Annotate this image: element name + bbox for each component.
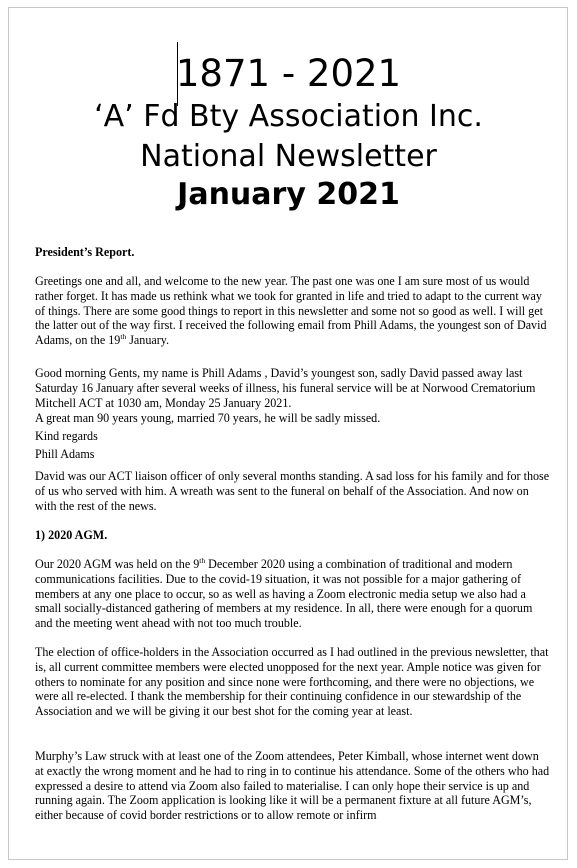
paragraph: Murphy’s Law struck with at least one of the Zoom attendees, Peter Kimball, whose internet went down at exactly the wrong moment and he had to ring in to continue his attendance. Some of the others who had expressed a desire to attend via Zoom also failed to materialise. I can only hope their service is up and running again. The Zoom application is looking like it will be a permanent fixture at all future AGM’s, either because of covid border restrictions or to allow remote or infirm [35, 749, 550, 823]
presidents-report-para-3 [35, 469, 550, 513]
newsletter-date: January 2021 [177, 177, 400, 212]
newsletter-years: 1871 - 2021 [175, 52, 402, 95]
agm-para-3 [35, 749, 550, 823]
email-sender: Phill Adams [35, 446, 95, 461]
agm-heading [35, 528, 550, 543]
section-heading: President’s Report. [35, 245, 135, 259]
email-line: A great man 90 years young, married 70 years, he will be sadly missed. [35, 411, 381, 426]
email-signoff: Kind regards [35, 429, 98, 444]
paragraph: The election of office-holders in the Association occurred as I had outlined in the previous newsletter, that is, all current committee members were elected unopposed for the next year. Ample notice was given for others to nominate for any position and since none were forthcoming, and there were no objections, we were all re-elected. I thank the membership for their continuing confidence in our stewardship of the Association and we will be giving it our best shot for the coming year at least. [35, 645, 549, 719]
association-name: ‘A’ Fd Bty Association Inc. [94, 99, 483, 134]
paragraph [35, 274, 550, 348]
presidents-report-heading [35, 245, 550, 260]
ordinal-suffix: th [120, 332, 127, 342]
newsletter-title: National Newsletter [140, 139, 437, 174]
presidents-report-para-1 [35, 274, 550, 348]
agm-para-2 [35, 645, 550, 719]
paragraph-text-end: December 2020 using a combination of traditional and modern communications facilities. Due to the covid-19 situation, it was not possible for a major gathering of members at any one place to occur, so as well as having a Zoom electronic media setup we also had a small socially-distanced gathering of members at my residence. In all, there were enough for a quorum and the meeting went ahead with not too much trouble. [35, 557, 533, 631]
section-heading: 1) 2020 AGM. [35, 528, 108, 542]
agm-para-1 [35, 557, 550, 631]
quoted-email [35, 366, 550, 462]
paragraph: David was our ACT liaison officer of only several months standing. A sad loss for his family and for those of us who served with him. A wreath was sent to the funeral on behalf of the Association. And now on with the rest of the news. [35, 469, 550, 513]
paragraph-text: Our 2020 AGM was held on the 9 [35, 557, 200, 571]
paragraph-text: Greetings one and all, and welcome to the new year. The past one was one I am sure most of us would rather forget. It has made us rethink what we took for granted in life and tried to adapt to the current way of things. There are some good things to report in this newsletter and some not so good as well. I will get the latter out of the way first. I received the following email from Phill Adams, the youngest son of David Adams, on the 19 [35, 274, 547, 348]
ordinal-suffix: th [199, 555, 206, 565]
paragraph [35, 557, 550, 631]
paragraph-text-end: January. [126, 333, 170, 348]
email-body: Good morning Gents, my name is Phill Adams , David’s youngest son, sadly David passed away last Saturday 16 January after several weeks of illness, his funeral service will be at Norwood Crematorium Mitchell ACT at 1030 am, Monday 25 January 2021. [35, 366, 536, 410]
